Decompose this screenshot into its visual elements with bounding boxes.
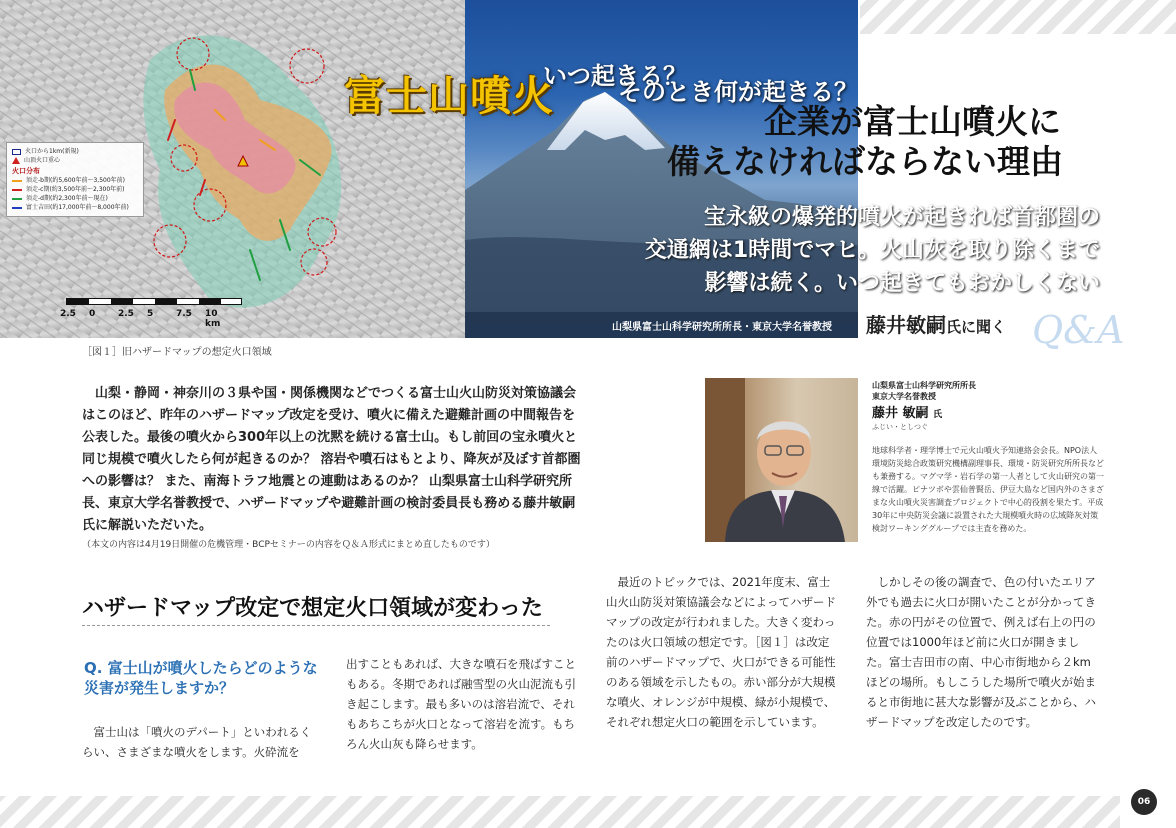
bottom-left-stripes bbox=[0, 796, 1120, 828]
subheadline-line-1: 宝永級の爆発的噴火が起きれば首都圏の bbox=[703, 205, 1100, 230]
author-affiliation: 山梨県富士山科学研究所所長・東京大学名誉教授 bbox=[612, 322, 832, 333]
orange-line-icon bbox=[12, 180, 22, 182]
section-heading: ハザードマップ改定で想定火口領域が変わった bbox=[82, 595, 543, 621]
profile-affiliation: 山梨県富士山科学研究所所長 東京大学名誉教授 bbox=[872, 381, 976, 401]
title-question-2: そのとき何が起きる？ bbox=[618, 78, 858, 106]
red-line-icon bbox=[12, 189, 22, 191]
subheadline-line-2: 交通網は1時間でマヒ。火山灰を取り除くまで bbox=[644, 238, 1100, 263]
legend-item: 火口から1km(新規) bbox=[12, 147, 138, 156]
figure-caption: ［図１］旧ハザードマップの想定火口領域 bbox=[82, 347, 272, 358]
interview-suffix: 氏に聞く bbox=[946, 318, 1007, 336]
legend-item: 須走-d期(約2,300年前〜現在) bbox=[12, 194, 138, 203]
title-question-1: いつ起きる？ bbox=[543, 62, 687, 90]
intro-note: （本文の内容は4月19日開催の危機管理・BCPセミナーの内容をＱ＆Ａ形式にまとめ直したものです） bbox=[82, 540, 495, 550]
top-right-stripes bbox=[860, 0, 1176, 34]
map-scale-ticks: 2.5 0 2.5 5 7.5 10 km bbox=[60, 309, 221, 329]
subheadline-line-3: 影響は続く。いつ起きてもおかしくない bbox=[704, 271, 1100, 296]
blue-box-icon bbox=[12, 149, 21, 155]
red-triangle-icon bbox=[12, 157, 20, 164]
intro-paragraph bbox=[82, 383, 582, 537]
legend-item: 山頂火口重心 bbox=[12, 156, 138, 165]
feature-title: 富士山噴火 bbox=[344, 72, 554, 120]
interview-byline bbox=[866, 309, 1006, 338]
body-column-4: しかしその後の調査で、色の付いたエリア外でも過去に火口が開いたことが分かってきた。赤の円がその位置で、例えば右上の円の位置では1000年ほど前に火口が開きました。富士吉田市の南、中心市街地から２kmほどの場所。もしこうした場所で噴火が始まると市街地に甚大な影響が及ぶことから、ハザードマップを改定したのです。 bbox=[866, 575, 1096, 729]
headline-line-1: 企業が富士山噴火に bbox=[764, 102, 1061, 141]
map-legend bbox=[6, 142, 144, 217]
legend-item: 須走-c期(約3,500年前〜2,300年前) bbox=[12, 185, 138, 194]
profile-name: 藤井 敏嗣 氏 bbox=[872, 406, 943, 421]
intro-text: 山梨・静岡・神奈川の３県や国・関係機関などでつくる富士山火山防災対策協議会はこのほど、昨年のハザードマップ改定を受け、噴火に備えた避難計画の中間報告を公表した。最後の噴火から300年以上の沈黙を続ける富士山。もし前回の宝永噴火と同じ規模で噴火したら何が起きるのか？ 溶岩や噴石はもとより、降灰が及ぼす首都圏への影響は？ また、南海トラフ地震との連動はあるのか？ 山梨県富士山科学研究所長、東京大学名誉教授で、ハザードマップや避難計画の検討委員長も務める藤井敏嗣氏に解説いただいた。 bbox=[82, 386, 581, 533]
interviewee-name: 藤井敏嗣 bbox=[866, 313, 946, 337]
profile-kana: ふじい・としつぐ bbox=[872, 423, 928, 431]
green-line-icon bbox=[12, 198, 22, 200]
portrait-image bbox=[705, 378, 858, 542]
legend-header: 火口分布 bbox=[12, 167, 40, 175]
body-column-1: 富士山は「噴火のデパート」といわれるくらい、さまざまな噴火をします。火砕流を bbox=[82, 725, 312, 759]
question-heading: Q. 富士山が噴火したらどのような 災害が発生しますか？ bbox=[84, 659, 333, 697]
headline-line-2: 備えなければならない理由 bbox=[667, 142, 1063, 181]
profile-bio: 地球科学者・理学博士で元火山噴火予知連絡会会長。NPO法人環境防災総合政策研究機構副理事長、環境・防災研究所所長なども兼務する。マグマ学・岩石学の第一人者として火山研究の第一線で活躍。ピナツボや雲仙普賢岳、伊豆大島など国内外のさまざまな火山噴火災害調査プロジェクトで中心的役割を果たす。平成30年に中央防災会議に設置された大規模噴火時の広域降灰対策検討ワーキンググループでは主査を務めた。 bbox=[872, 446, 1104, 533]
legend-item: 須走-b期(約5,600年前〜3,500年前) bbox=[12, 176, 138, 185]
hazard-map-figure bbox=[0, 0, 465, 338]
legend-item: 富士吉田(約17,000年前〜8,000年前) bbox=[12, 203, 138, 212]
qa-mark: Q&A bbox=[1032, 308, 1125, 352]
author-portrait bbox=[705, 378, 858, 542]
page-number: 06 bbox=[1131, 789, 1157, 815]
section-divider bbox=[82, 625, 550, 626]
map-scale-bar bbox=[66, 298, 242, 305]
blue-line-icon bbox=[12, 207, 22, 209]
body-column-3: 最近のトピックでは、2021年度末、富士山火山防災対策協議会などによってハザードマップの改定が行われました。大きく変わったのは火口領域の想定です。［図１］は改定前のハザードマップで、火口ができる可能性のある領域を示したもの。赤い部分が大規模な噴火、オレンジが中規模、緑が小規模で、それぞれ想定火口の範囲を示しています。 bbox=[606, 575, 836, 729]
body-column-2: 出すこともあれば、大きな噴石を飛ばすこともある。冬期であれば融雪型の火山泥流も引き起こします。最も多いのは溶岩流で、それもあちこちが火口となって溶岩を流す。もちろん火山灰も降らせます。 bbox=[346, 657, 576, 751]
